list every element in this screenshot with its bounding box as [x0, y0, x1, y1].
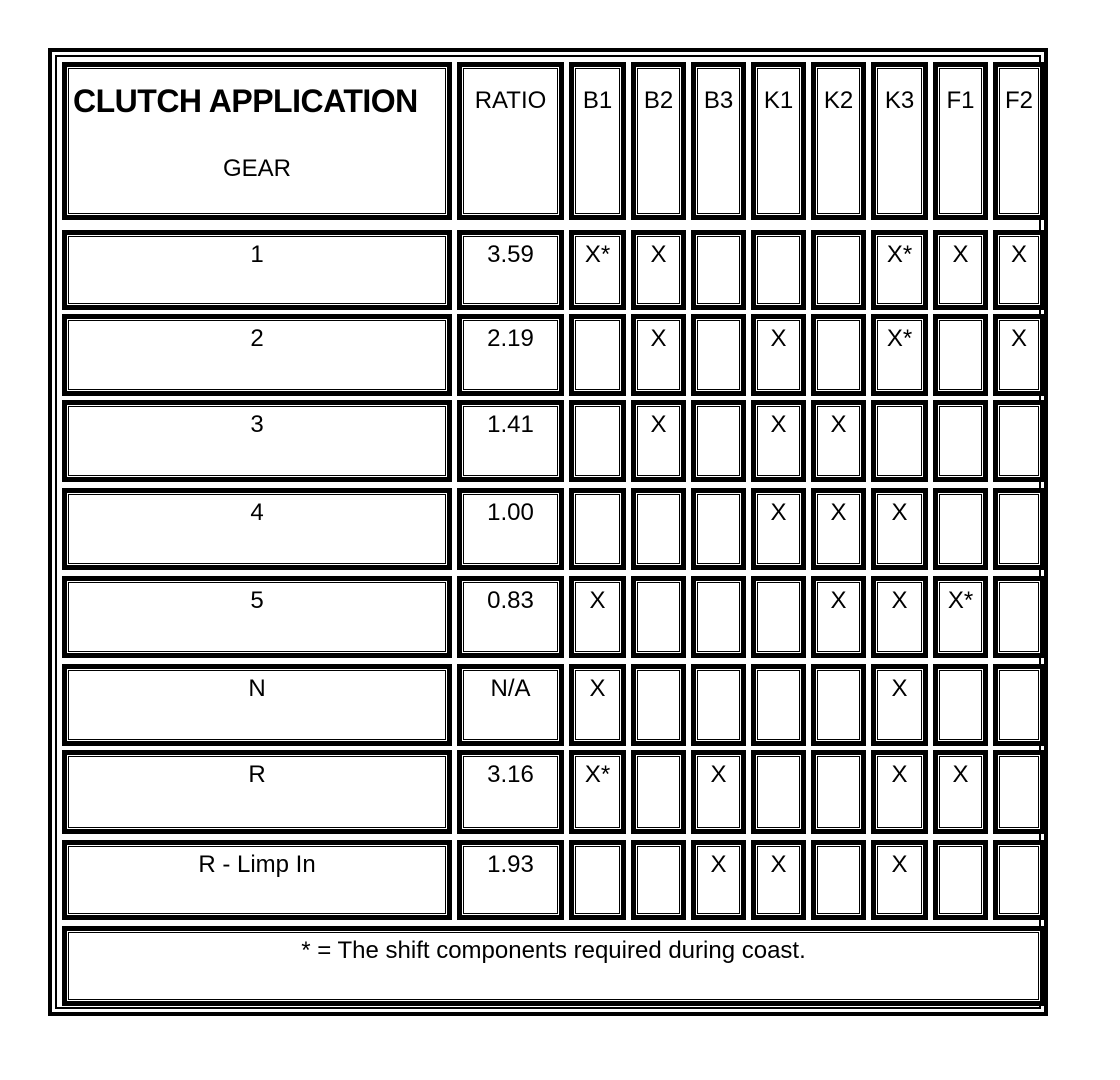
component-mark-cell — [871, 488, 928, 570]
gear-label: R - Limp In — [198, 851, 316, 878]
component-mark-cell — [691, 576, 746, 658]
header-component-cell — [569, 62, 626, 220]
component-mark: X — [830, 587, 847, 614]
component-mark-cell — [811, 400, 866, 482]
component-mark-cell — [871, 230, 928, 310]
header-component-cell — [811, 62, 866, 220]
component-mark-cell — [751, 314, 806, 396]
gear-label: N — [248, 675, 266, 702]
ratio-value: 1.00 — [487, 499, 534, 526]
component-mark-cell — [751, 664, 806, 746]
component-header-b1: B1 — [582, 87, 613, 114]
component-header-b2: B2 — [643, 87, 674, 114]
gear-cell — [62, 314, 452, 396]
component-mark-cell — [691, 840, 746, 920]
component-mark-cell — [933, 314, 988, 396]
ratio-column-header: RATIO — [474, 87, 547, 114]
component-mark: X — [891, 499, 908, 526]
component-mark-cell — [871, 664, 928, 746]
component-mark-cell — [871, 576, 928, 658]
gear-column-header: GEAR — [222, 155, 291, 182]
component-mark-cell — [933, 576, 988, 658]
component-mark-cell — [631, 840, 686, 920]
ratio-cell — [457, 750, 564, 834]
component-mark-cell — [933, 840, 988, 920]
header-title-cell — [62, 62, 452, 220]
ratio-cell — [457, 488, 564, 570]
component-header-b3: B3 — [703, 87, 734, 114]
component-mark-cell — [751, 230, 806, 310]
component-mark-cell — [993, 314, 1045, 396]
gear-label: R — [248, 761, 266, 788]
ratio-value: 2.19 — [487, 325, 534, 352]
component-mark-cell — [933, 230, 988, 310]
header-component-cell — [751, 62, 806, 220]
component-mark-cell — [569, 664, 626, 746]
component-mark: X* — [886, 325, 913, 352]
gear-label: 1 — [250, 241, 264, 268]
component-mark: X — [770, 411, 787, 438]
component-mark-cell — [993, 664, 1045, 746]
component-mark-cell — [993, 400, 1045, 482]
component-mark: X — [710, 851, 727, 878]
component-header-f1: F1 — [946, 87, 975, 114]
component-mark-cell — [871, 840, 928, 920]
component-mark: X — [650, 241, 667, 268]
gear-label: 2 — [250, 325, 264, 352]
footnote-text: * = The shift components required during coast. — [301, 937, 806, 964]
component-mark: X — [710, 761, 727, 788]
component-mark-cell — [993, 840, 1045, 920]
footnote-cell — [62, 926, 1045, 1006]
component-mark-cell — [871, 750, 928, 834]
component-mark: X — [650, 411, 667, 438]
component-mark-cell — [569, 400, 626, 482]
component-mark: X — [952, 761, 969, 788]
component-mark-cell — [569, 750, 626, 834]
component-mark-cell — [569, 840, 626, 920]
clutch-application-chart — [48, 48, 1048, 1016]
component-mark: X — [770, 851, 787, 878]
header-component-cell — [691, 62, 746, 220]
component-mark: X — [891, 851, 908, 878]
component-mark-cell — [811, 488, 866, 570]
ratio-cell — [457, 314, 564, 396]
component-mark: X — [650, 325, 667, 352]
component-mark-cell — [993, 576, 1045, 658]
component-mark: X* — [584, 241, 611, 268]
gear-cell — [62, 840, 452, 920]
component-mark-cell — [691, 664, 746, 746]
component-mark: X* — [886, 241, 913, 268]
component-mark-cell — [811, 664, 866, 746]
ratio-value: 0.83 — [487, 587, 534, 614]
ratio-value: N/A — [490, 675, 531, 702]
ratio-value: 3.59 — [487, 241, 534, 268]
component-mark-cell — [751, 750, 806, 834]
ratio-value: 1.41 — [487, 411, 534, 438]
ratio-value: 3.16 — [487, 761, 534, 788]
header-component-cell — [871, 62, 928, 220]
gear-cell — [62, 750, 452, 834]
header-component-cell — [631, 62, 686, 220]
gear-label: 4 — [250, 499, 264, 526]
component-mark-cell — [751, 840, 806, 920]
component-mark-cell — [811, 750, 866, 834]
ratio-cell — [457, 230, 564, 310]
ratio-cell — [457, 840, 564, 920]
component-header-k2: K2 — [823, 87, 854, 114]
component-mark-cell — [751, 576, 806, 658]
component-mark-cell — [811, 840, 866, 920]
gear-cell — [62, 576, 452, 658]
gear-cell — [62, 664, 452, 746]
component-mark: X — [891, 761, 908, 788]
component-mark: X — [589, 587, 606, 614]
ratio-cell — [457, 664, 564, 746]
component-mark-cell — [811, 576, 866, 658]
header-component-cell — [993, 62, 1045, 220]
component-mark-cell — [691, 750, 746, 834]
component-mark-cell — [691, 314, 746, 396]
gear-cell — [62, 230, 452, 310]
component-mark-cell — [569, 488, 626, 570]
component-mark: X — [589, 675, 606, 702]
component-mark-cell — [569, 230, 626, 310]
component-mark-cell — [631, 664, 686, 746]
component-mark: X — [891, 675, 908, 702]
component-mark-cell — [631, 230, 686, 310]
component-mark-cell — [631, 576, 686, 658]
header-ratio-cell — [457, 62, 564, 220]
component-mark-cell — [871, 314, 928, 396]
component-mark-cell — [631, 488, 686, 570]
component-mark-cell — [933, 488, 988, 570]
component-mark: X — [1010, 241, 1027, 268]
gear-label: 5 — [250, 587, 264, 614]
component-mark-cell — [993, 488, 1045, 570]
component-mark-cell — [631, 750, 686, 834]
component-mark-cell — [751, 488, 806, 570]
ratio-value: 1.93 — [487, 851, 534, 878]
component-mark: X — [891, 587, 908, 614]
component-header-k3: K3 — [884, 87, 915, 114]
component-mark-cell — [993, 230, 1045, 310]
component-mark-cell — [691, 400, 746, 482]
ratio-cell — [457, 576, 564, 658]
component-mark-cell — [933, 400, 988, 482]
component-mark-cell — [691, 230, 746, 310]
gear-cell — [62, 488, 452, 570]
gear-cell — [62, 400, 452, 482]
component-mark-cell — [933, 664, 988, 746]
component-mark: X* — [584, 761, 611, 788]
component-mark: X — [830, 499, 847, 526]
component-mark-cell — [631, 314, 686, 396]
component-header-f2: F2 — [1004, 87, 1033, 114]
component-mark-cell — [871, 400, 928, 482]
component-mark: X — [770, 325, 787, 352]
component-mark-cell — [691, 488, 746, 570]
header-component-cell — [933, 62, 988, 220]
component-mark-cell — [811, 314, 866, 396]
component-mark: X — [770, 499, 787, 526]
component-mark: X — [830, 411, 847, 438]
table-title: CLUTCH APPLICATION — [73, 83, 418, 119]
component-mark-cell — [569, 314, 626, 396]
gear-label: 3 — [250, 411, 264, 438]
component-mark-cell — [993, 750, 1045, 834]
component-mark-cell — [631, 400, 686, 482]
component-mark-cell — [811, 230, 866, 310]
component-mark: X* — [947, 587, 974, 614]
ratio-cell — [457, 400, 564, 482]
component-mark-cell — [751, 400, 806, 482]
component-mark: X — [1010, 325, 1027, 352]
component-mark-cell — [569, 576, 626, 658]
component-mark-cell — [933, 750, 988, 834]
component-header-k1: K1 — [763, 87, 794, 114]
component-mark: X — [952, 241, 969, 268]
